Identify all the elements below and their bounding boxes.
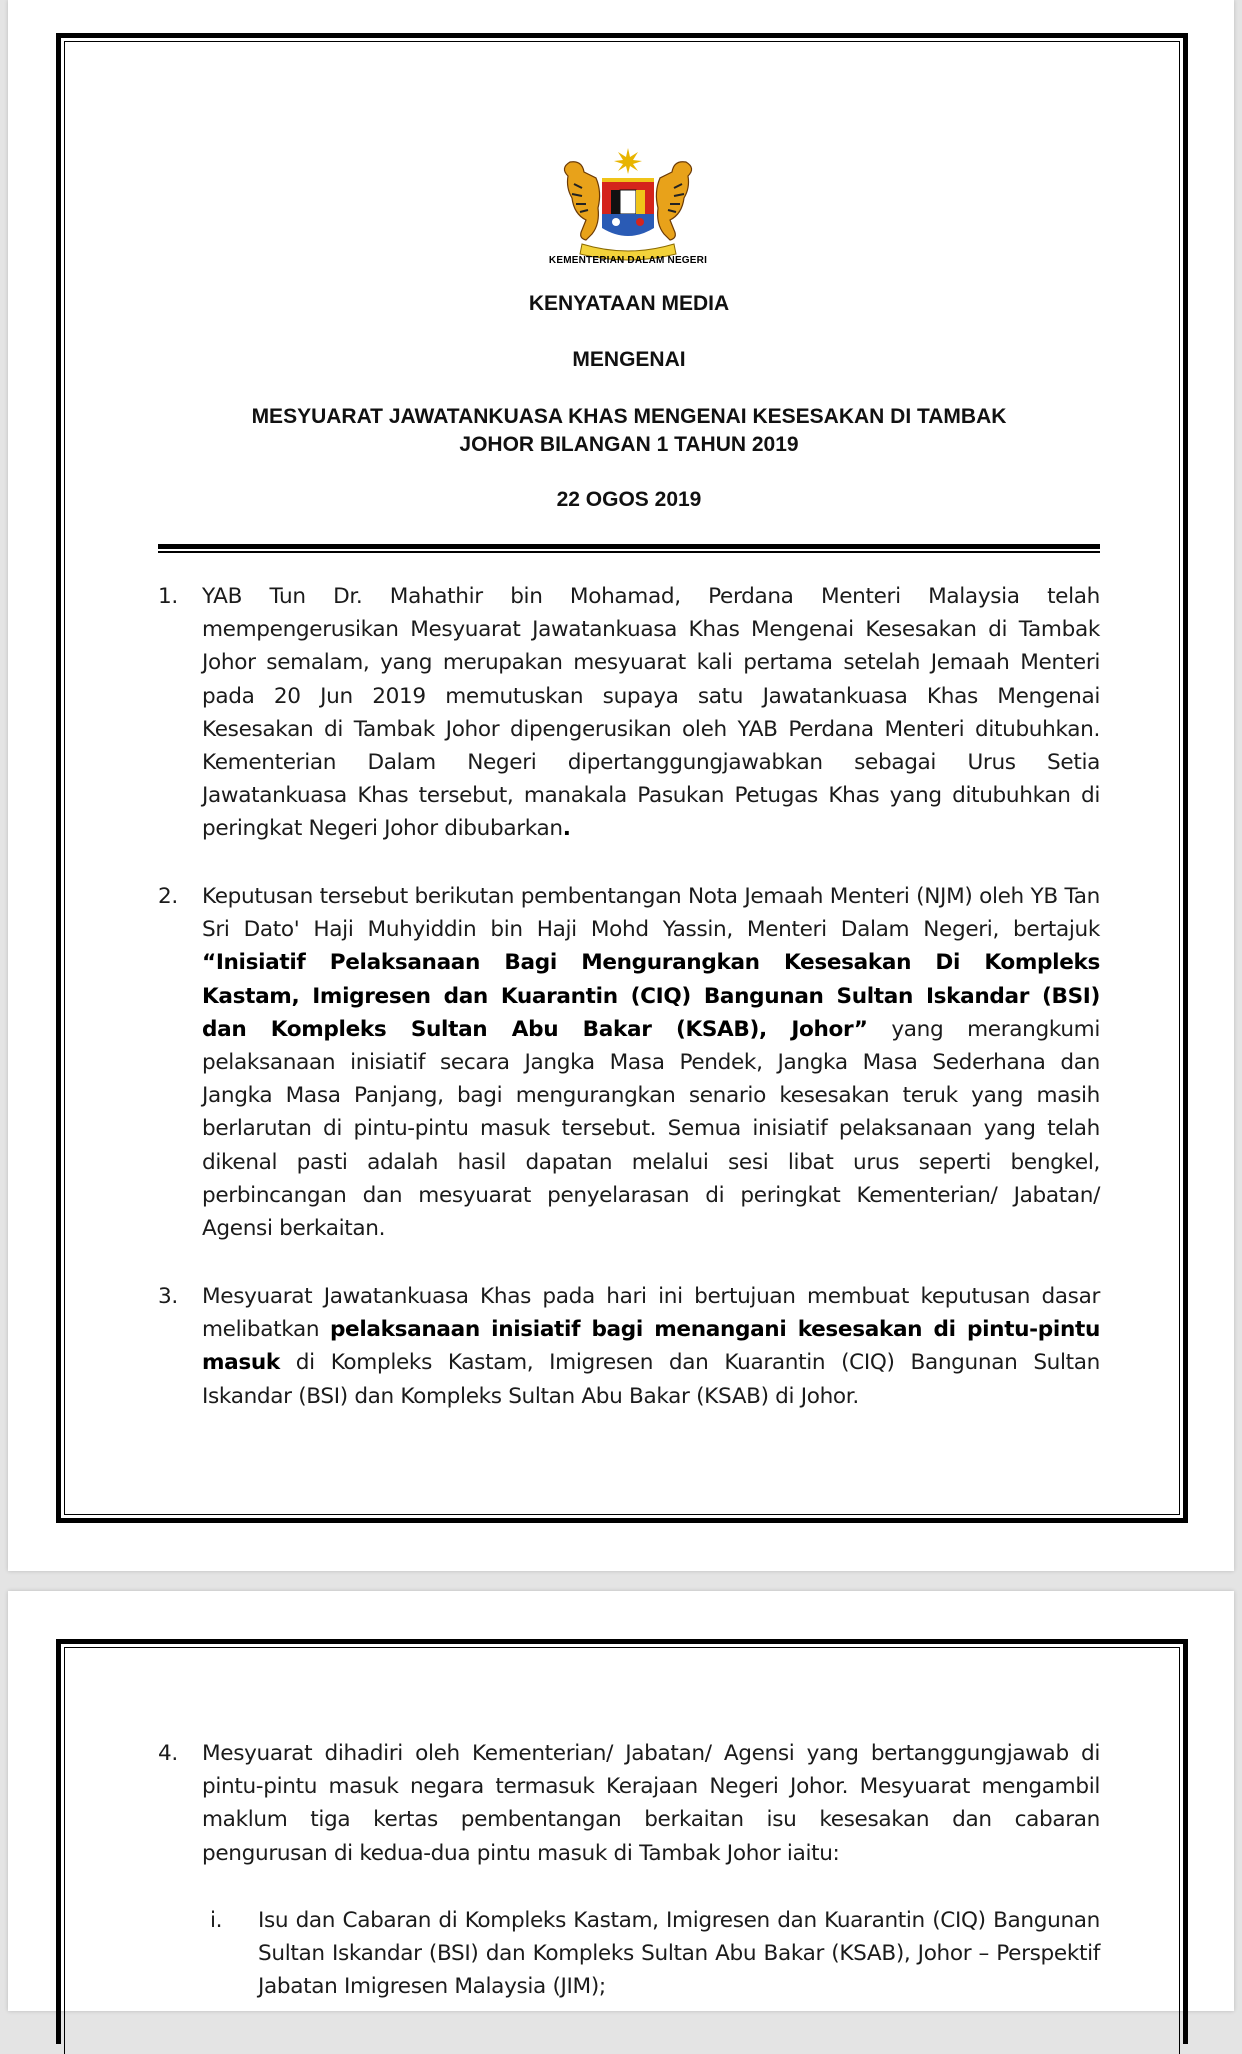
paragraph-4 bbox=[158, 1737, 1100, 1870]
topic-line-2: JOHOR BILANGAN 1 TAHUN 2019 bbox=[459, 433, 799, 456]
sub-item-number: i. bbox=[210, 1908, 223, 1933]
paragraph-text: Mesyuarat dihadiri oleh Kementerian/ Jabatan/ Agensi yang bertanggungjawab di pintu-pintu masuk negara termasuk Kerajaan Negeri Johor. Mesyuarat mengambil maklum tiga kertas pembentangan berkaitan isu kesesakan dan cabaran pengurusan di kedua-dua pintu masuk di Tambak Johor iaitu: bbox=[202, 1741, 1100, 1866]
paragraph-3 bbox=[158, 1280, 1100, 1413]
topic-line-1: MESYUARAT JAWATANKUASA KHAS MENGENAI KESESAKAN DI TAMBAK bbox=[251, 405, 1007, 428]
paragraph-end: . bbox=[562, 816, 571, 842]
ministry-name: KEMENTERIAN DALAM NEGERI bbox=[548, 255, 708, 266]
paragraph-number: 3. bbox=[158, 1284, 178, 1309]
coat-of-arms-icon bbox=[556, 148, 700, 266]
paragraph-2 bbox=[158, 880, 1100, 1245]
paragraph-bold-phrase: pelaksanaan inisiatif bagi menangani kesesakan di pintu-pintu masuk bbox=[202, 1317, 1100, 1376]
paragraph-text-after: yang merangkumi pelaksanaan inisiatif secara Jangka Masa Pendek, Jangka Masa Sederhana dan Jangka Masa Panjang, bagi mengurangkan senario kesesakan teruk yang masih berlarutan di pintu-pintu masuk tersebut. Semua inisiatif pelaksanaan yang telah dikenal pasti adalah hasil dapatan melalui sesi libat urus seperti bengkel, perbincangan dan mesyuarat penyelarasan di peringkat Kementerian/ Jabatan/ Agensi berkaitan. bbox=[202, 1016, 1101, 1242]
sub-item-i bbox=[158, 1904, 1100, 2004]
document-title: KENYATAAN MEDIA bbox=[528, 292, 730, 315]
paragraph-number: 2. bbox=[158, 884, 178, 909]
paragraph-1 bbox=[158, 580, 1100, 846]
document-subtitle: MENGENAI bbox=[572, 348, 686, 371]
page-1 bbox=[8, 0, 1234, 1571]
paragraph-text: YAB Tun Dr. Mahathir bin Mohamad, Perdana Menteri Malaysia telah mempengerusikan Mesyuarat Jawatankuasa Khas Mengenai Kesesakan di Tambak Johor semalam, yang merupakan mesyuarat kali pertama setelah Jemaah Menteri pada 20 Jun 2019 memutuskan supaya satu Jawatankuasa Khas Mengenai Kesesakan di Tambak Johor dipengerusikan oleh YAB Perdana Menteri ditubuhkan. Kementerian Dalam Negeri dipertanggungjawabkan sebagai Urus Setia Jawatankuasa Khas tersebut, manakala Pasukan Petugas Khas yang ditubuhkan di peringkat Negeri Johor dibubarkan bbox=[202, 584, 1100, 842]
document-date: 22 OGOS 2019 bbox=[556, 488, 702, 511]
paragraph-text: Keputusan tersebut berikutan pembentangan Nota Jemaah Menteri (NJM) oleh YB Tan Sri Dato' Haji Muhyiddin bin Haji Mohd Yassin, Menteri Dalam Negeri, bertajuk bbox=[202, 884, 1100, 943]
paragraph-number: 4. bbox=[158, 1741, 178, 1766]
sub-item-text: Isu dan Cabaran di Kompleks Kastam, Imigresen dan Kuarantin (CIQ) Bangunan Sultan Iskandar (BSI) dan Kompleks Sultan Abu Bakar (KSAB), Johor – Perspektif Jabatan Imigresen Malaysia (JIM); bbox=[258, 1908, 1100, 2000]
paragraph-text: Mesyuarat Jawatankuasa Khas pada hari ini bertujuan membuat keputusan dasar melibatkan bbox=[202, 1284, 1100, 1343]
divider-thin bbox=[158, 551, 1100, 553]
paragraph-bold-title: “Inisiatif Pelaksanaan Bagi Mengurangkan Kesesakan Di Kompleks Kastam, Imigresen dan Kuarantin (CIQ) Bangunan Sultan Iskandar (BSI) dan Kompleks Sultan Abu Bakar (KSAB), Johor” bbox=[202, 950, 1100, 1042]
divider-thick bbox=[158, 544, 1100, 549]
page-2 bbox=[8, 1591, 1234, 2011]
paragraph-text-after: di Kompleks Kastam, Imigresen dan Kuarantin (CIQ) Bangunan Sultan Iskandar (BSI) dan Kompleks Sultan Abu Bakar (KSAB) di Johor. bbox=[202, 1350, 1100, 1409]
paragraph-number: 1. bbox=[158, 584, 178, 609]
